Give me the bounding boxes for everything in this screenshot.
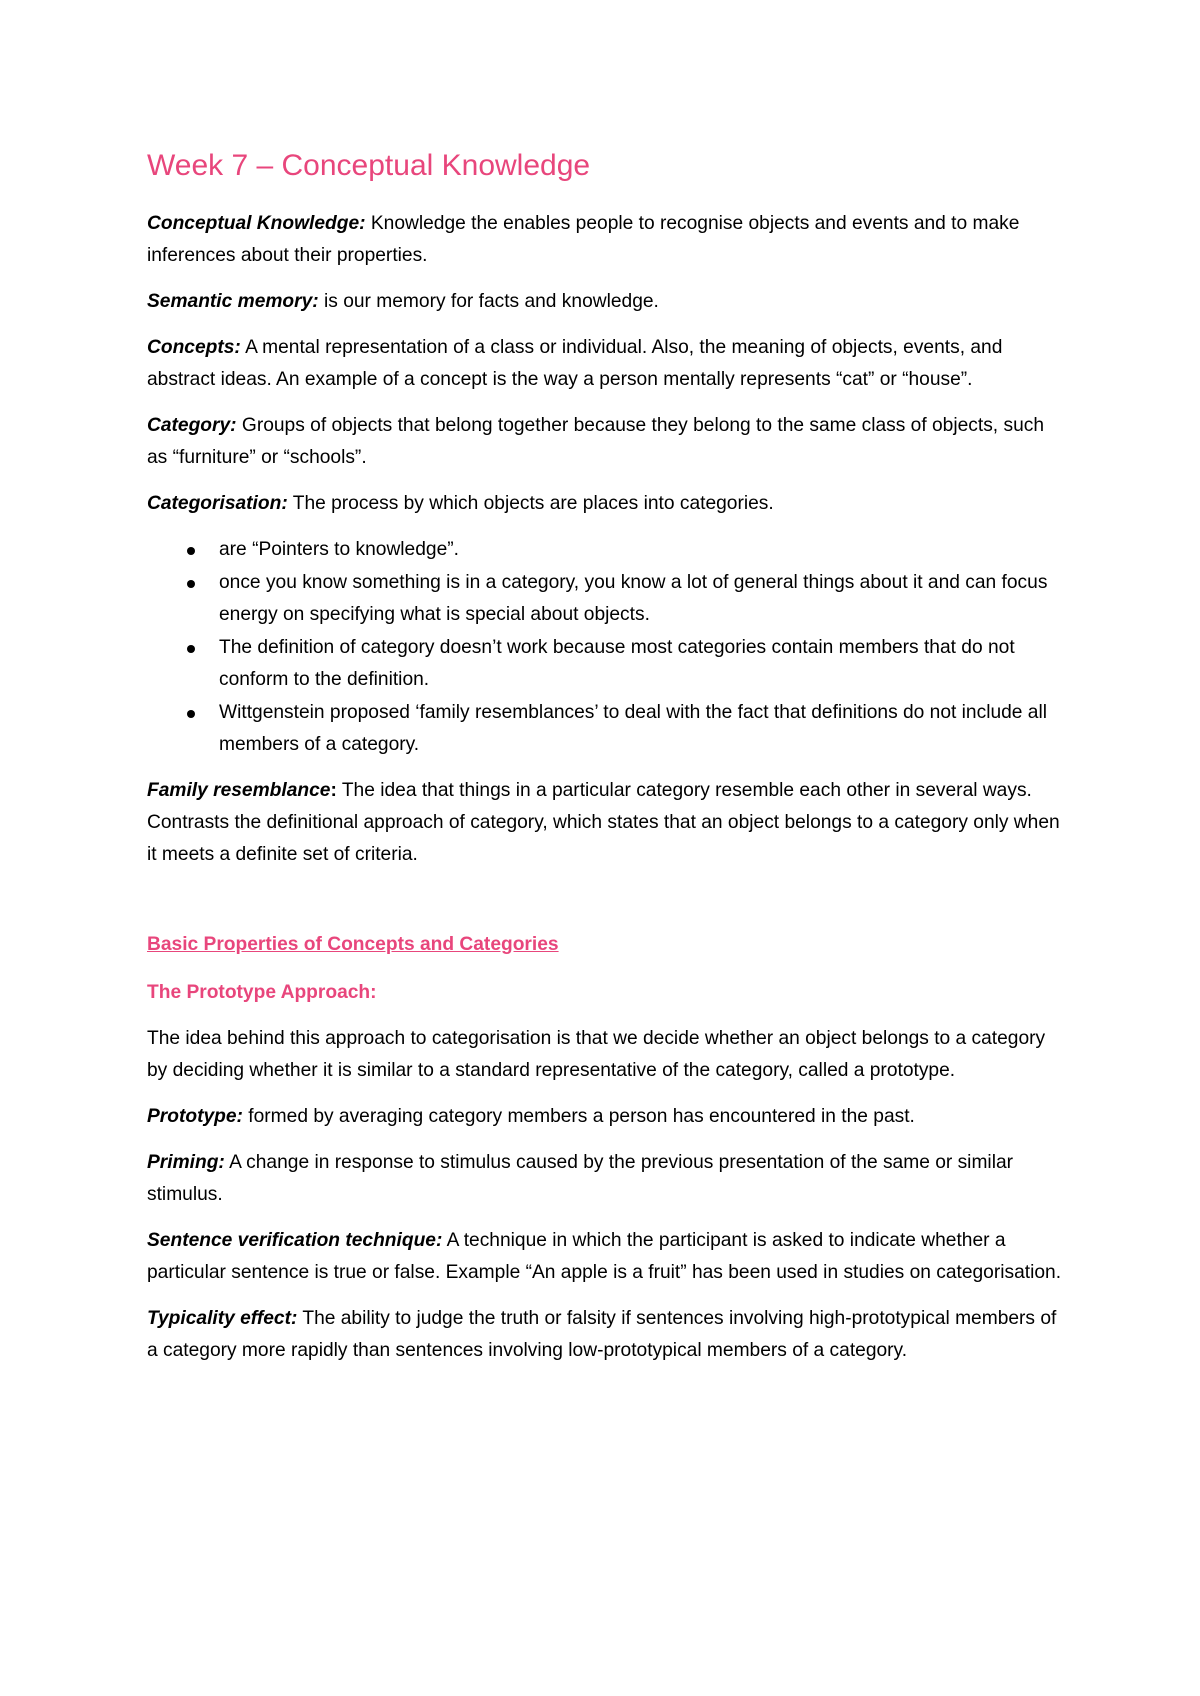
bullet-text: are “Pointers to knowledge”. [219, 539, 459, 560]
intro-paragraph: The idea behind this approach to categorisation is that we decide whether an object belongs to a category by deciding whether it is similar to a standard representative of the category, called a prototype. [147, 1028, 1046, 1081]
definition-term: Family resemblance [147, 780, 331, 801]
definition-text: The process by which objects are places into categories. [287, 493, 774, 514]
definition-term: Sentence verification technique: [147, 1230, 443, 1251]
definition-text: A change in response to stimulus caused by the previous presentation of the same or similar stimulus. [147, 1152, 1014, 1205]
categorisation-bullet-list [147, 534, 1067, 761]
definition-category [147, 410, 1067, 474]
definition-term: Category: [147, 415, 237, 436]
definition-text: is our memory for facts and knowledge. [318, 291, 659, 312]
definition-text: A mental representation of a class or individual. Also, the meaning of objects, events, and abstract ideas. An example of a concept is the way a person mentally represents “cat” or “house”. [147, 337, 1003, 390]
definition-text: The ability to judge the truth or falsity if sentences involving high-prototypical members of a category more rapidly than sentences involving low-prototypical members of a category. [147, 1308, 1057, 1361]
bullet-text: The definition of category doesn’t work because most categories contain members that do not conform to the definition. [219, 637, 1015, 690]
definition-text: A technique in which the participant is asked to indicate whether a particular sentence is true or false. Example “An apple is a fruit” has been used in studies on categorisation. [147, 1230, 1062, 1283]
definition-term: Priming: [147, 1152, 225, 1173]
bullet-icon [187, 710, 195, 718]
definition-term: Prototype: [147, 1106, 243, 1127]
definition-family-resemblance [147, 775, 1067, 871]
definition-text: formed by averaging category members a person has encountered in the past. [242, 1106, 915, 1127]
bullet-text: once you know something is in a category, you know a lot of general things about it and can focus energy on specifying what is special about objects. [219, 572, 1048, 625]
definition-text: The idea that things in a particular category resemble each other in several ways. Contrasts the definitional approach of category, which states that an object belongs to a category only when it meets a definite set of criteria. [147, 780, 1060, 865]
list-item [147, 632, 1067, 696]
section-spacer [147, 885, 1067, 929]
definition-sentence-verification [147, 1225, 1067, 1289]
list-item [147, 567, 1067, 631]
definition-term: Categorisation: [147, 493, 288, 514]
definition-text: Knowledge the enables people to recognise objects and events and to make inferences about their properties. [147, 213, 1020, 266]
bullet-icon [187, 547, 195, 555]
sub-heading: The Prototype Approach: [147, 982, 377, 1003]
definition-term: Conceptual Knowledge: [147, 213, 366, 234]
definition-concepts [147, 332, 1067, 396]
section-heading: Basic Properties of Concepts and Categories [147, 934, 559, 955]
definition-typicality-effect [147, 1303, 1067, 1367]
definition-term: Typicality effect: [147, 1308, 298, 1329]
list-item [147, 534, 1067, 566]
definition-term: Concepts: [147, 337, 241, 358]
definition-prototype [147, 1101, 1067, 1133]
definition-text: Groups of objects that belong together because they belong to the same class of objects, such as “furniture” or “schools”. [147, 415, 1045, 468]
definition-categorisation [147, 488, 1067, 520]
definition-conceptual-knowledge [147, 208, 1067, 272]
definition-semantic-memory [147, 286, 1067, 318]
document-page [147, 145, 1067, 1381]
definition-term: Semantic memory: [147, 291, 319, 312]
definition-priming [147, 1147, 1067, 1211]
bullet-icon [187, 580, 195, 588]
bullet-text: Wittgenstein proposed ‘family resemblances’ to deal with the fact that definitions do not include all members of a category. [219, 702, 1048, 755]
list-item [147, 697, 1067, 761]
document-title: Week 7 – Conceptual Knowledge [147, 149, 591, 182]
definition-colon: : [330, 780, 337, 801]
bullet-icon [187, 645, 195, 653]
